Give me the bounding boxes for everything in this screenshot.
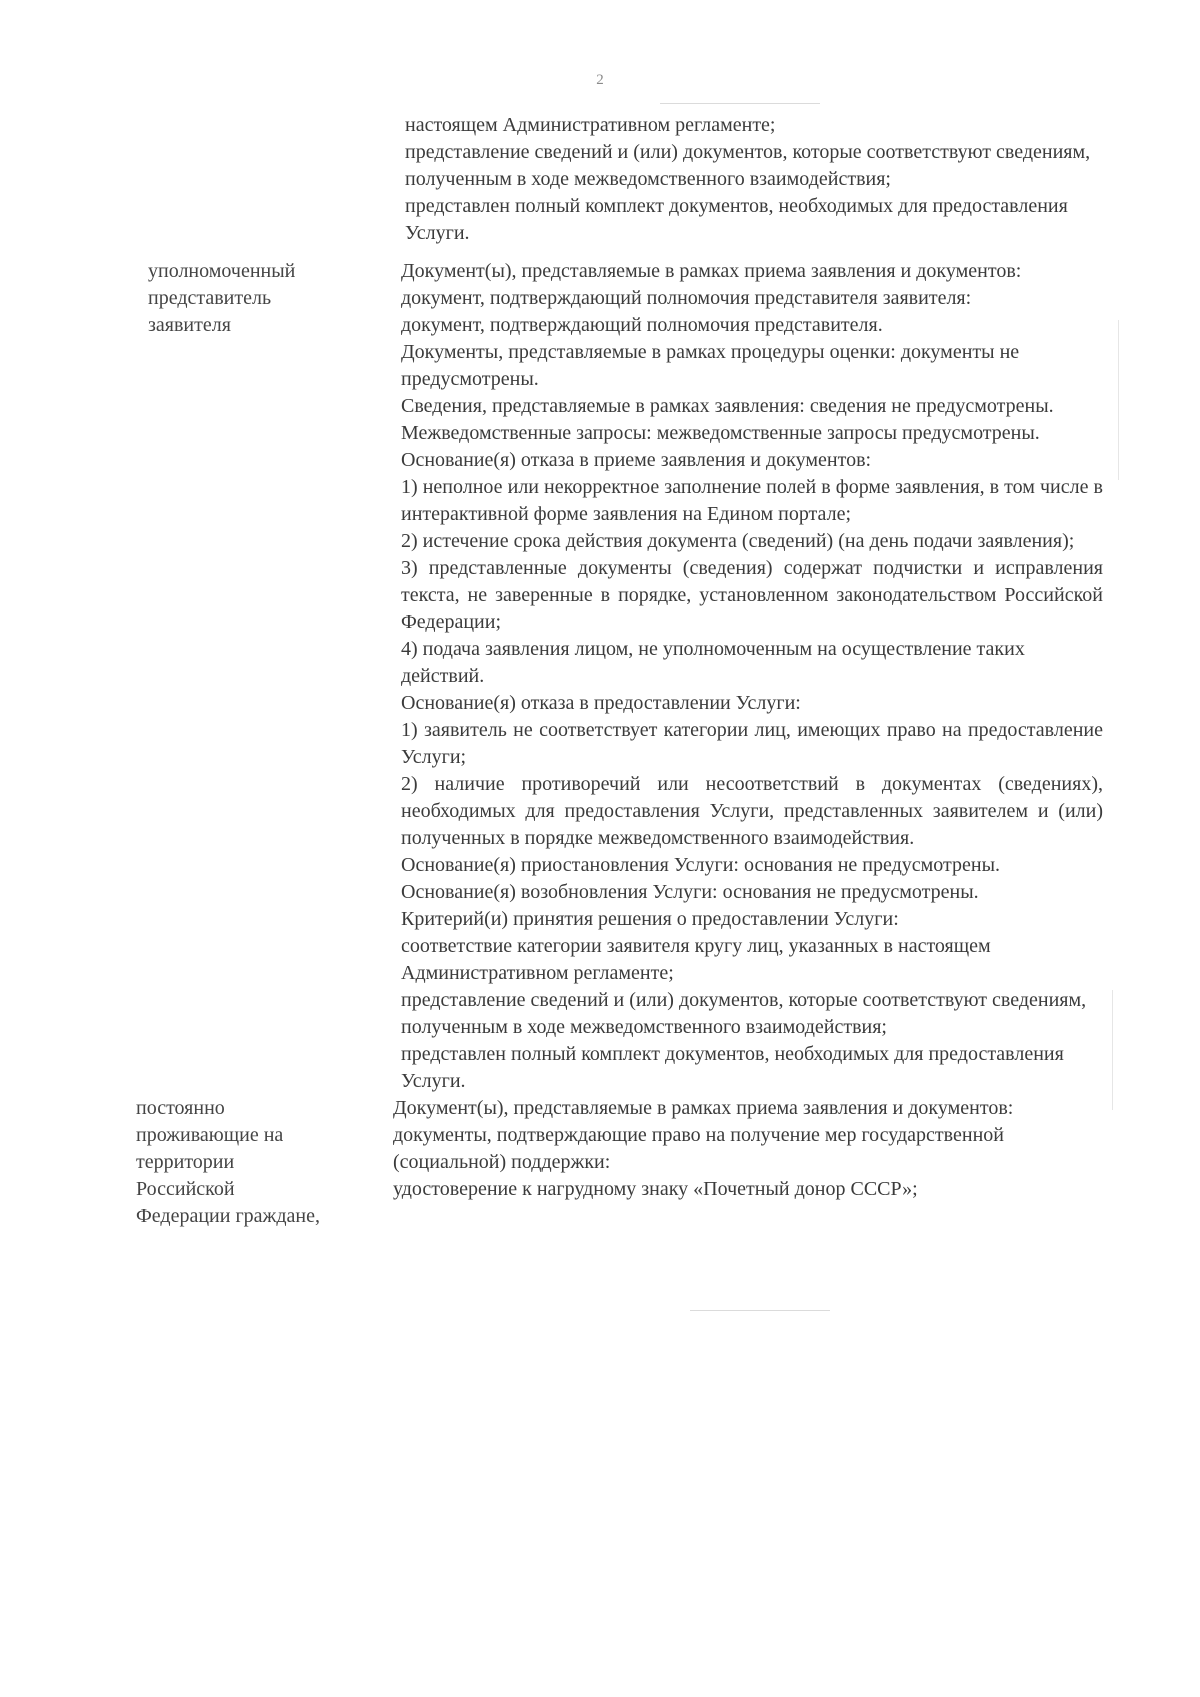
- label-line: постоянно: [136, 1097, 225, 1119]
- paragraph: Сведения, представляемые в рамках заявления: сведения не предусмотрены.: [401, 395, 1054, 417]
- paragraph: соответствие категории заявителя кругу лиц, указанных в настоящем Административном регламенте;: [401, 935, 991, 984]
- applicant-category-representative: [148, 258, 378, 339]
- scan-line: [660, 103, 820, 104]
- paragraph: Документ(ы), представляемые в рамках приема заявления и документов:: [393, 1097, 1014, 1119]
- scan-line: [1118, 320, 1119, 480]
- paragraph: Межведомственные запросы: межведомственные запросы предусмотрены.: [401, 422, 1040, 444]
- paragraph: удостоверение к нагрудному знаку «Почетный донор СССР»;: [393, 1178, 918, 1200]
- paragraph: документ, подтверждающий полномочия представителя.: [401, 314, 883, 336]
- label-line: заявителя: [148, 314, 231, 336]
- paragraph: настоящем Административном регламенте;: [405, 114, 776, 136]
- paragraph: представлен полный комплект документов, необходимых для предоставления Услуги.: [401, 1043, 1064, 1092]
- paragraph: представлен полный комплект документов, необходимых для предоставления Услуги.: [405, 195, 1068, 244]
- paragraph: Критерий(и) принятия решения о предоставлении Услуги:: [401, 908, 899, 930]
- paragraph: 2) наличие противоречий или несоответствий в документах (сведениях), необходимых для предоставления Услуги, представленных заявителем и (или) полученных в порядке межведомственного взаимодействия.: [401, 773, 1103, 849]
- label-line: Федерации граждане,: [136, 1205, 320, 1227]
- paragraph: Основание(я) возобновления Услуги: основания не предусмотрены.: [401, 881, 979, 903]
- label-line: уполномоченный: [148, 260, 296, 282]
- paragraph: Документы, представляемые в рамках процедуры оценки: документы не предусмотрены.: [401, 341, 1020, 390]
- paragraph: представление сведений и (или) документов, которые соответствуют сведениям, полученным в ходе межведомственного взаимодействия;: [405, 141, 1091, 190]
- paragraph: Основание(я) приостановления Услуги: основания не предусмотрены.: [401, 854, 1001, 876]
- paragraph: представление сведений и (или) документов, которые соответствуют сведениям, полученным в ходе межведомственного взаимодействия;: [401, 989, 1087, 1038]
- paragraph: 3) представленные документы (сведения) содержат подчистки и исправления текста, не заверенные в порядке, установленном законодательством Российской Федерации;: [401, 557, 1103, 633]
- paragraph: документ, подтверждающий полномочия представителя заявителя:: [401, 287, 972, 309]
- label-line: территории: [136, 1151, 235, 1173]
- page-number: 2: [596, 72, 604, 88]
- applicant-category-residents: [136, 1095, 366, 1230]
- scan-line: [1112, 990, 1113, 1110]
- paragraph: документы, подтверждающие право на получение мер государственной (социальной) поддержки:: [393, 1124, 1004, 1173]
- requirements-block-top: [405, 112, 1105, 247]
- paragraph: 2) истечение срока действия документа (сведений) (на день подачи заявления);: [401, 530, 1075, 552]
- paragraph: Основание(я) отказа в предоставлении Услуги:: [401, 692, 801, 714]
- requirements-block-representative: [401, 258, 1103, 1095]
- label-line: представитель: [148, 287, 272, 309]
- label-line: проживающие на: [136, 1124, 284, 1146]
- paragraph: 1) неполное или некорректное заполнение полей в форме заявления, в том числе в интерактивной форме заявления на Едином портале;: [401, 476, 1103, 525]
- paragraph: 1) заявитель не соответствует категории лиц, имеющих право на предоставление Услуги;: [401, 719, 1103, 768]
- label-line: Российской: [136, 1178, 235, 1200]
- paragraph: Документ(ы), представляемые в рамках приема заявления и документов:: [401, 260, 1022, 282]
- paragraph: 4) подача заявления лицом, не уполномоченным на осуществление таких действий.: [401, 638, 1025, 687]
- scan-line: [690, 1310, 830, 1311]
- paragraph: Основание(я) отказа в приеме заявления и документов:: [401, 449, 872, 471]
- requirements-block-residents: [393, 1095, 1093, 1203]
